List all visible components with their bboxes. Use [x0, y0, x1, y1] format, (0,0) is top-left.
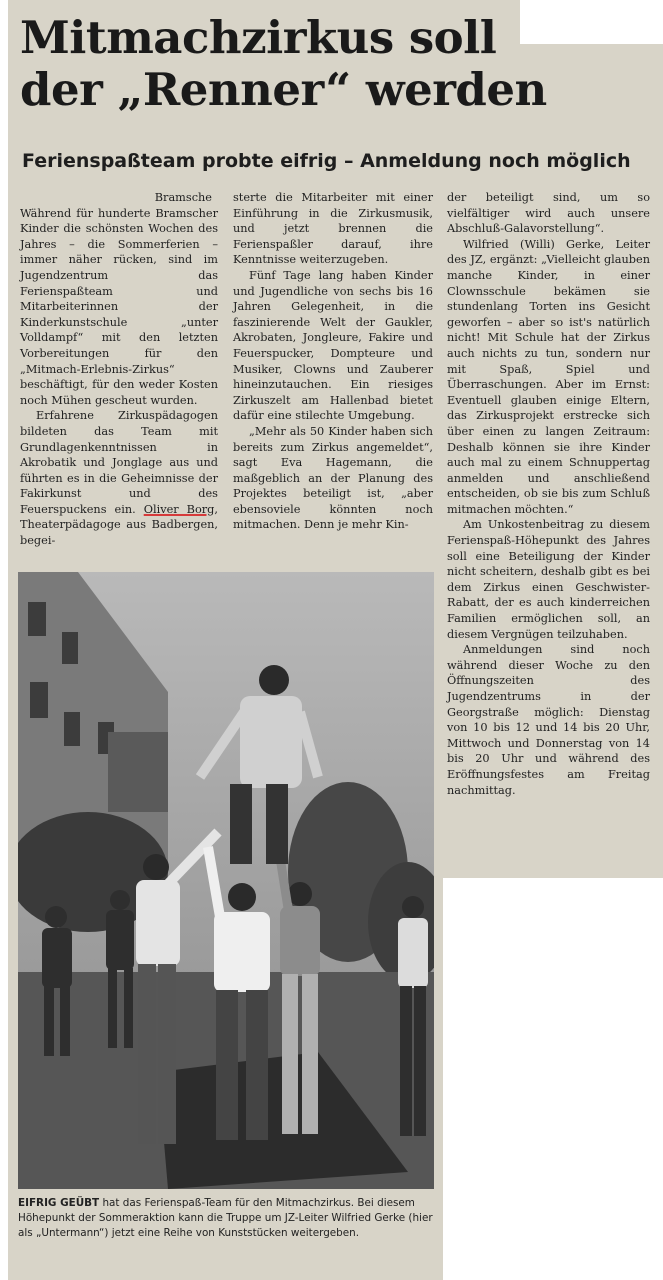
article-column-2 [233, 190, 433, 533]
article-paragraph: Anmeldungen sind noch während dieser Woche zu den Öffnungszeiten des Jugendzentrums in der Georgstraße möglich: Dienstag von 10 bis 12 und 14 bis 20 Uhr, Mittwoch und Donnerstag von 14 bis 20 Uhr und während des Eröffnungsfestes am Freitag nachmittag. [447, 643, 650, 797]
caption-text: hat das Ferienspaß-Team für den Mitmachzirkus. Bei diesem Höhepunkt der Sommeraktion kann die Truppe um JZ-Leiter Wilfried Gerke (hier als „Untermann“) jetzt eine Reihe von Kunststücken weitergeben. [18, 1197, 433, 1239]
dateline: Bramsche [154, 191, 212, 204]
page-background [520, 0, 663, 44]
article-paragraph: Fünf Tage lang haben Kinder und Jugendliche von sechs bis 16 Jahren Gelegenheit, in die faszinierende Welt der Gaukler, Akrobaten, Jongleure, Fakire und Feuerspucker, Dompteure und Musiker, Clowns und Zauberer hineinzutauchen. Ein riesiges Zirkuszelt am Hallenbad bietet dafür eine stilechte Umgebung. [233, 268, 433, 423]
circus-team-photo [18, 572, 434, 1189]
article-paragraph: Wilfried (Willi) Gerke, Leiter des JZ, ergänzt: „Vielleicht glauben manche Kinder, in einer Clownsschule bekämen sie stundenlang Torten ins Gesicht geworfen – aber so ist's natürlich nicht! Mit Schule hat der Zirkus auch nichts zu tun, sondern nur mit Spaß, Spiel und Überraschungen. Aber im Ernst: Eventuell glauben einige Eltern, das Zirkusprojekt erstrecke sich über einen zu langen Zeitraum: Deshalb können sie ihre Kinder auch mal zu einem Schnuppertag anmelden und anschließend entscheiden, ob sie bis zum Schluß mitmachen möchten.“ [447, 237, 650, 516]
headline [20, 11, 547, 116]
person-name-highlight: Oliver Borg [143, 502, 215, 516]
headline-line-2: der „Renner“ werden [20, 63, 547, 116]
caption-lead: EIFRIG GEÜBT [18, 1197, 100, 1209]
paragraph-text: , Theaterpädagoge aus Badbergen, begei- [20, 502, 218, 548]
article-paragraph: Am Unkostenbeitrag zu diesem Ferienspaß-Höhepunkt des Jahres soll eine Beteiligung der Kinder nicht scheitern, deshalb gibt es bei dem Zirkus einen Geschwister-Rabatt, der es auch kinderreichen Familien ermöglichen soll, an diesem Vergnügen teilzuhaben. [447, 518, 650, 641]
article-column-3 [447, 190, 650, 798]
article-column-1 [20, 190, 218, 549]
subheadline: Ferienspaßteam probte eifrig – Anmeldung noch möglich [22, 150, 631, 172]
headline-line-1: Mitmachzirkus soll [20, 11, 497, 64]
article-paragraph: Während für hunderte Bramscher Kinder die schönsten Wochen des Jahres – die Sommerferien – immer näher rücken, sind im Jugendzentrum das Ferienspaßteam und Mitarbeiterinnen der Kinderkunstschule „unter Volldampf“ mit den letzten Vorbereitungen für den „Mitmach-Erlebnis-Zirkus“ beschäftigt, für den weder Kosten noch Mühen gescheut wurden. [20, 206, 218, 407]
article-paragraph: „Mehr als 50 Kinder haben sich bereits zum Zirkus angemeldet“, sagt Eva Hagemann, die maßgeblich an der Planung des Projektes beteiligt ist, „aber ebensoviele könnten noch mitmachen. Denn je mehr Kin- [233, 424, 433, 532]
article-paragraph: sterte die Mitarbeiter mit einer Einführung in die Zirkusmusik, und jetzt brennen die Ferienspaßler darauf, ihre Kenntnisse weiterzugeben. [233, 191, 433, 267]
page-background [443, 878, 663, 1280]
photo-caption [18, 1196, 436, 1241]
article-paragraph [20, 408, 218, 548]
paragraph-text: Erfahrene Zirkuspädagogen bildeten das Team mit Grundlagenkenntnissen in Akrobatik und Jonglage aus und führten es in die Geheimnisse der Fakirkunst und des Feuerspuckens ein. [20, 409, 218, 516]
photo-illustration [18, 572, 434, 1189]
article-paragraph: der beteiligt sind, um so vielfältiger wird auch unsere Abschluß-Galavorstellung“. [447, 191, 650, 236]
